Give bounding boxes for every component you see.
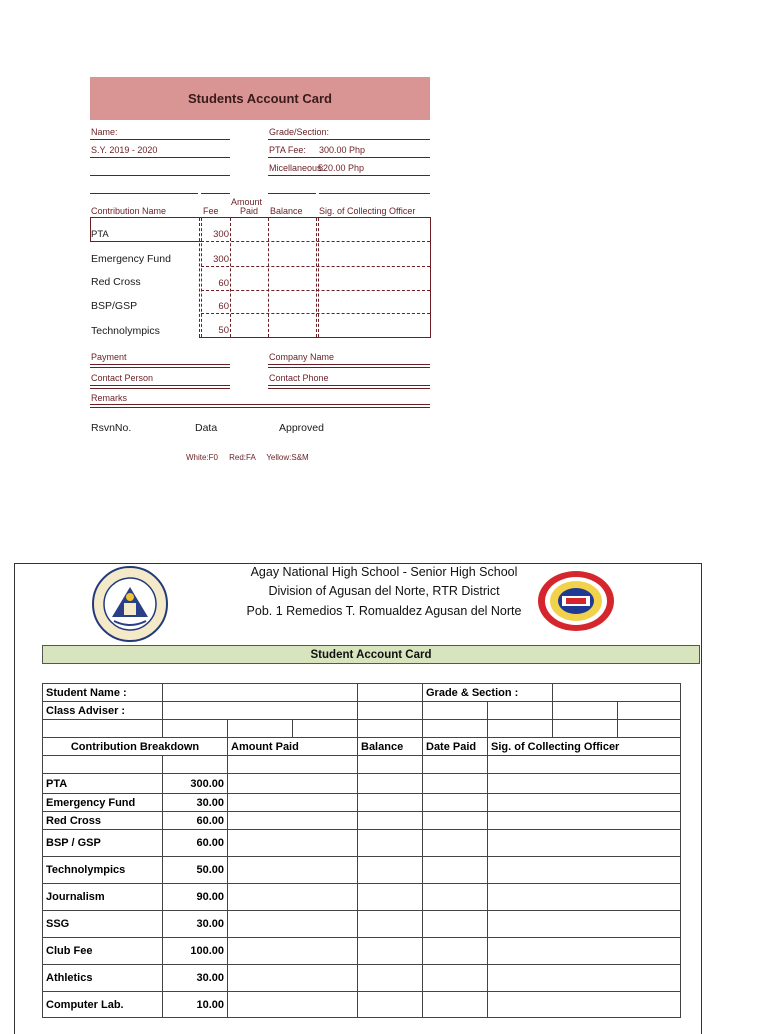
table-row-amount: 90.00: [163, 884, 228, 911]
school-year: S.Y. 2019 - 2020: [91, 145, 158, 155]
c1-row-fee: 50: [218, 325, 229, 336]
grade-section-label: Grade & Section :: [423, 684, 553, 702]
table-row-amount: 60.00: [163, 830, 228, 857]
col-date-paid: Date Paid: [423, 738, 488, 756]
col-balance: Balance: [358, 738, 423, 756]
table-row-amount: 30.00: [163, 794, 228, 812]
col-signature: Sig. of Collecting Officer: [488, 738, 681, 756]
col-balance: Balance: [270, 206, 303, 216]
data-label: Data: [195, 422, 218, 434]
table-row-name: Emergency Fund: [43, 794, 163, 812]
contact-phone-label: Contact Phone: [269, 373, 329, 383]
table-row-name: Journalism: [43, 884, 163, 911]
c1-row-name: Red Cross: [91, 276, 141, 288]
c1-row-fee: 300: [213, 254, 229, 265]
table-row-amount: 30.00: [163, 911, 228, 938]
misc-value: 520.00 Php: [318, 163, 365, 173]
school-address: Pob. 1 Remedios T. Romualdez Agusan del Norte: [246, 604, 522, 618]
card1-title: Students Account Card: [90, 77, 430, 120]
payment-label: Payment: [91, 352, 127, 362]
table-row-amount: 300.00: [163, 774, 228, 794]
c1-row-name: Emergency Fund: [91, 253, 171, 265]
table-row-amount: 60.00: [163, 812, 228, 830]
c1-row-name: PTA: [91, 229, 109, 240]
pta-fee-value: 300.00 Php: [319, 145, 366, 155]
col-amount-paid: Amount Paid: [228, 738, 358, 756]
approved-label: Approved: [279, 422, 324, 434]
pta-fee-label: PTA Fee:: [269, 145, 306, 155]
table-row-name: SSG: [43, 911, 163, 938]
rsvn-label: RsvnNo.: [91, 422, 132, 434]
table-row-name: Athletics: [43, 965, 163, 992]
table-row-amount: 100.00: [163, 938, 228, 965]
col-amount-paid-1: Amount: [231, 197, 263, 207]
company-name-label: Company Name: [269, 352, 335, 362]
table-row-name: Computer Lab.: [43, 992, 163, 1018]
col-amount-paid-2: Paid: [240, 206, 259, 216]
table-row-name: Club Fee: [43, 938, 163, 965]
student-account-card-bar: Student Account Card: [42, 645, 700, 664]
c1-row-fee: 300: [213, 229, 229, 240]
name-label: Name:: [91, 127, 118, 137]
students-account-card-1: [0, 0, 768, 480]
col-fee: Fee: [203, 206, 219, 216]
class-adviser-label: Class Adviser :: [43, 702, 163, 720]
table-row-name: Red Cross: [43, 812, 163, 830]
student-account-card-2: [0, 555, 768, 1024]
table-row-amount: 30.00: [163, 965, 228, 992]
student-name-label: Student Name :: [43, 684, 163, 702]
c1-row-fee: 60: [218, 301, 229, 312]
col-contribution-name: Contribution Name: [91, 206, 167, 216]
col-signature: Sig. of Collecting Officer: [319, 206, 416, 216]
grade-section-label: Grade/Section:: [269, 127, 330, 137]
remarks-label: Remarks: [91, 393, 128, 403]
table-row-name: Technolympics: [43, 857, 163, 884]
c1-row-fee: 60: [218, 278, 229, 289]
misc-label: Micellaneous:: [269, 163, 325, 173]
student-account-table: [42, 683, 681, 1018]
table-row-name: PTA: [43, 774, 163, 794]
school-division: Division of Agusan del Norte, RTR District: [268, 584, 500, 598]
table-row-amount: 10.00: [163, 992, 228, 1018]
col-contribution-breakdown: Contribution Breakdown: [43, 738, 228, 756]
school-name: Agay National High School - Senior High School: [250, 565, 518, 579]
table-row-name: BSP / GSP: [43, 830, 163, 857]
table-row-amount: 50.00: [163, 857, 228, 884]
c1-row-name: BSP/GSP: [91, 300, 138, 312]
color-legend: White:F0 Red:FA Yellow:S&M: [186, 453, 309, 462]
contact-person-label: Contact Person: [91, 373, 154, 383]
c1-row-name: Technolympics: [91, 325, 160, 337]
